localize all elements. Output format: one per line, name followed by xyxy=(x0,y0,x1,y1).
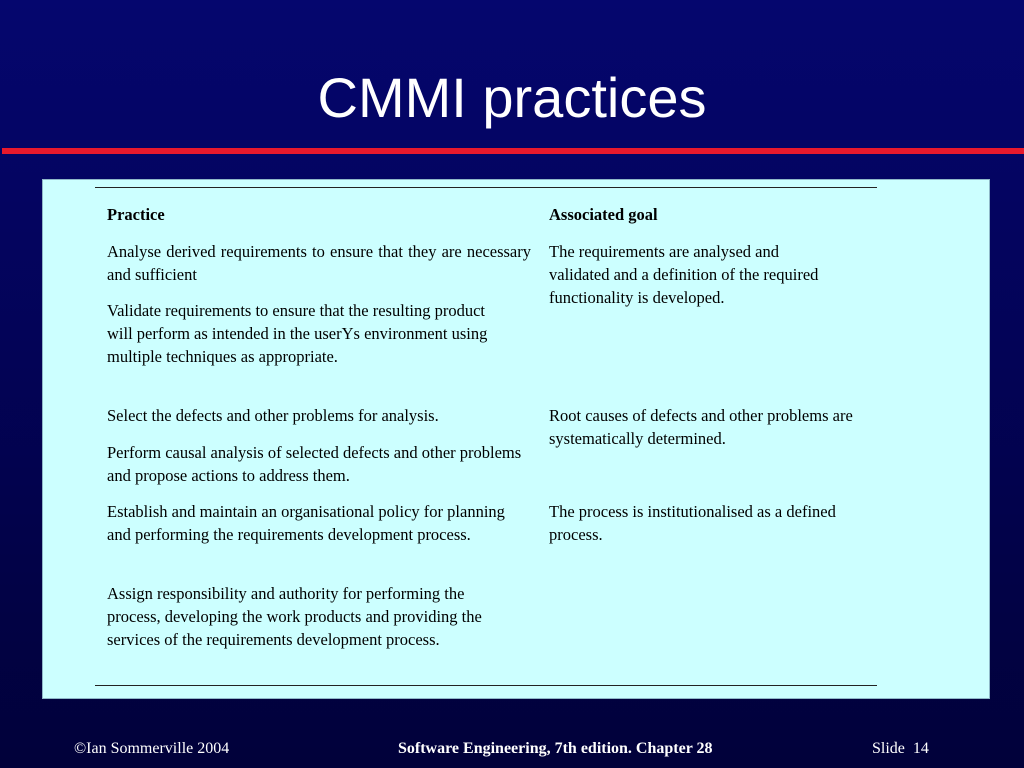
goal-cell: Root causes of defects and other problems are systematically determined. xyxy=(549,406,853,448)
slide-title: CMMI practices xyxy=(317,66,707,129)
slide-number: 14 xyxy=(912,740,929,757)
goal-cell: The requirements are analysed and validated and a definition of the required functionality is developed. xyxy=(549,242,819,307)
practices-table xyxy=(42,179,990,699)
slide-label: Slide xyxy=(872,740,905,757)
practice-cell: Perform causal analysis of selected defects and other problems and propose actions to address them. xyxy=(107,443,522,485)
book-footer: Software Engineering, 7th edition. Chapter 28 xyxy=(398,740,713,757)
slide-number-footer xyxy=(872,739,929,759)
title-divider xyxy=(2,148,1024,154)
practice-column-header: Practice xyxy=(107,205,165,224)
practice-cell: Validate requirements to ensure that the resulting product will perform as intended in the userYs environment using multiple techniques as appropriate. xyxy=(107,301,488,366)
practice-cell: Analyse derived requirements to ensure that they are necessary and sufficient xyxy=(107,242,531,284)
goal-cell: The process is institutionalised as a defined process. xyxy=(549,502,836,544)
table-bottom-rule xyxy=(95,685,877,686)
practice-cell: Select the defects and other problems for analysis. xyxy=(107,406,439,425)
copyright-footer: ©Ian Sommerville 2004 xyxy=(74,740,230,757)
practice-cell: Establish and maintain an organisational policy for planning and performing the requirements development process. xyxy=(107,502,505,544)
practice-cell: Assign responsibility and authority for performing the process, developing the work products and providing the services of the requirements development process. xyxy=(107,584,482,649)
table-top-rule xyxy=(95,187,877,188)
goal-column-header: Associated goal xyxy=(549,205,658,224)
